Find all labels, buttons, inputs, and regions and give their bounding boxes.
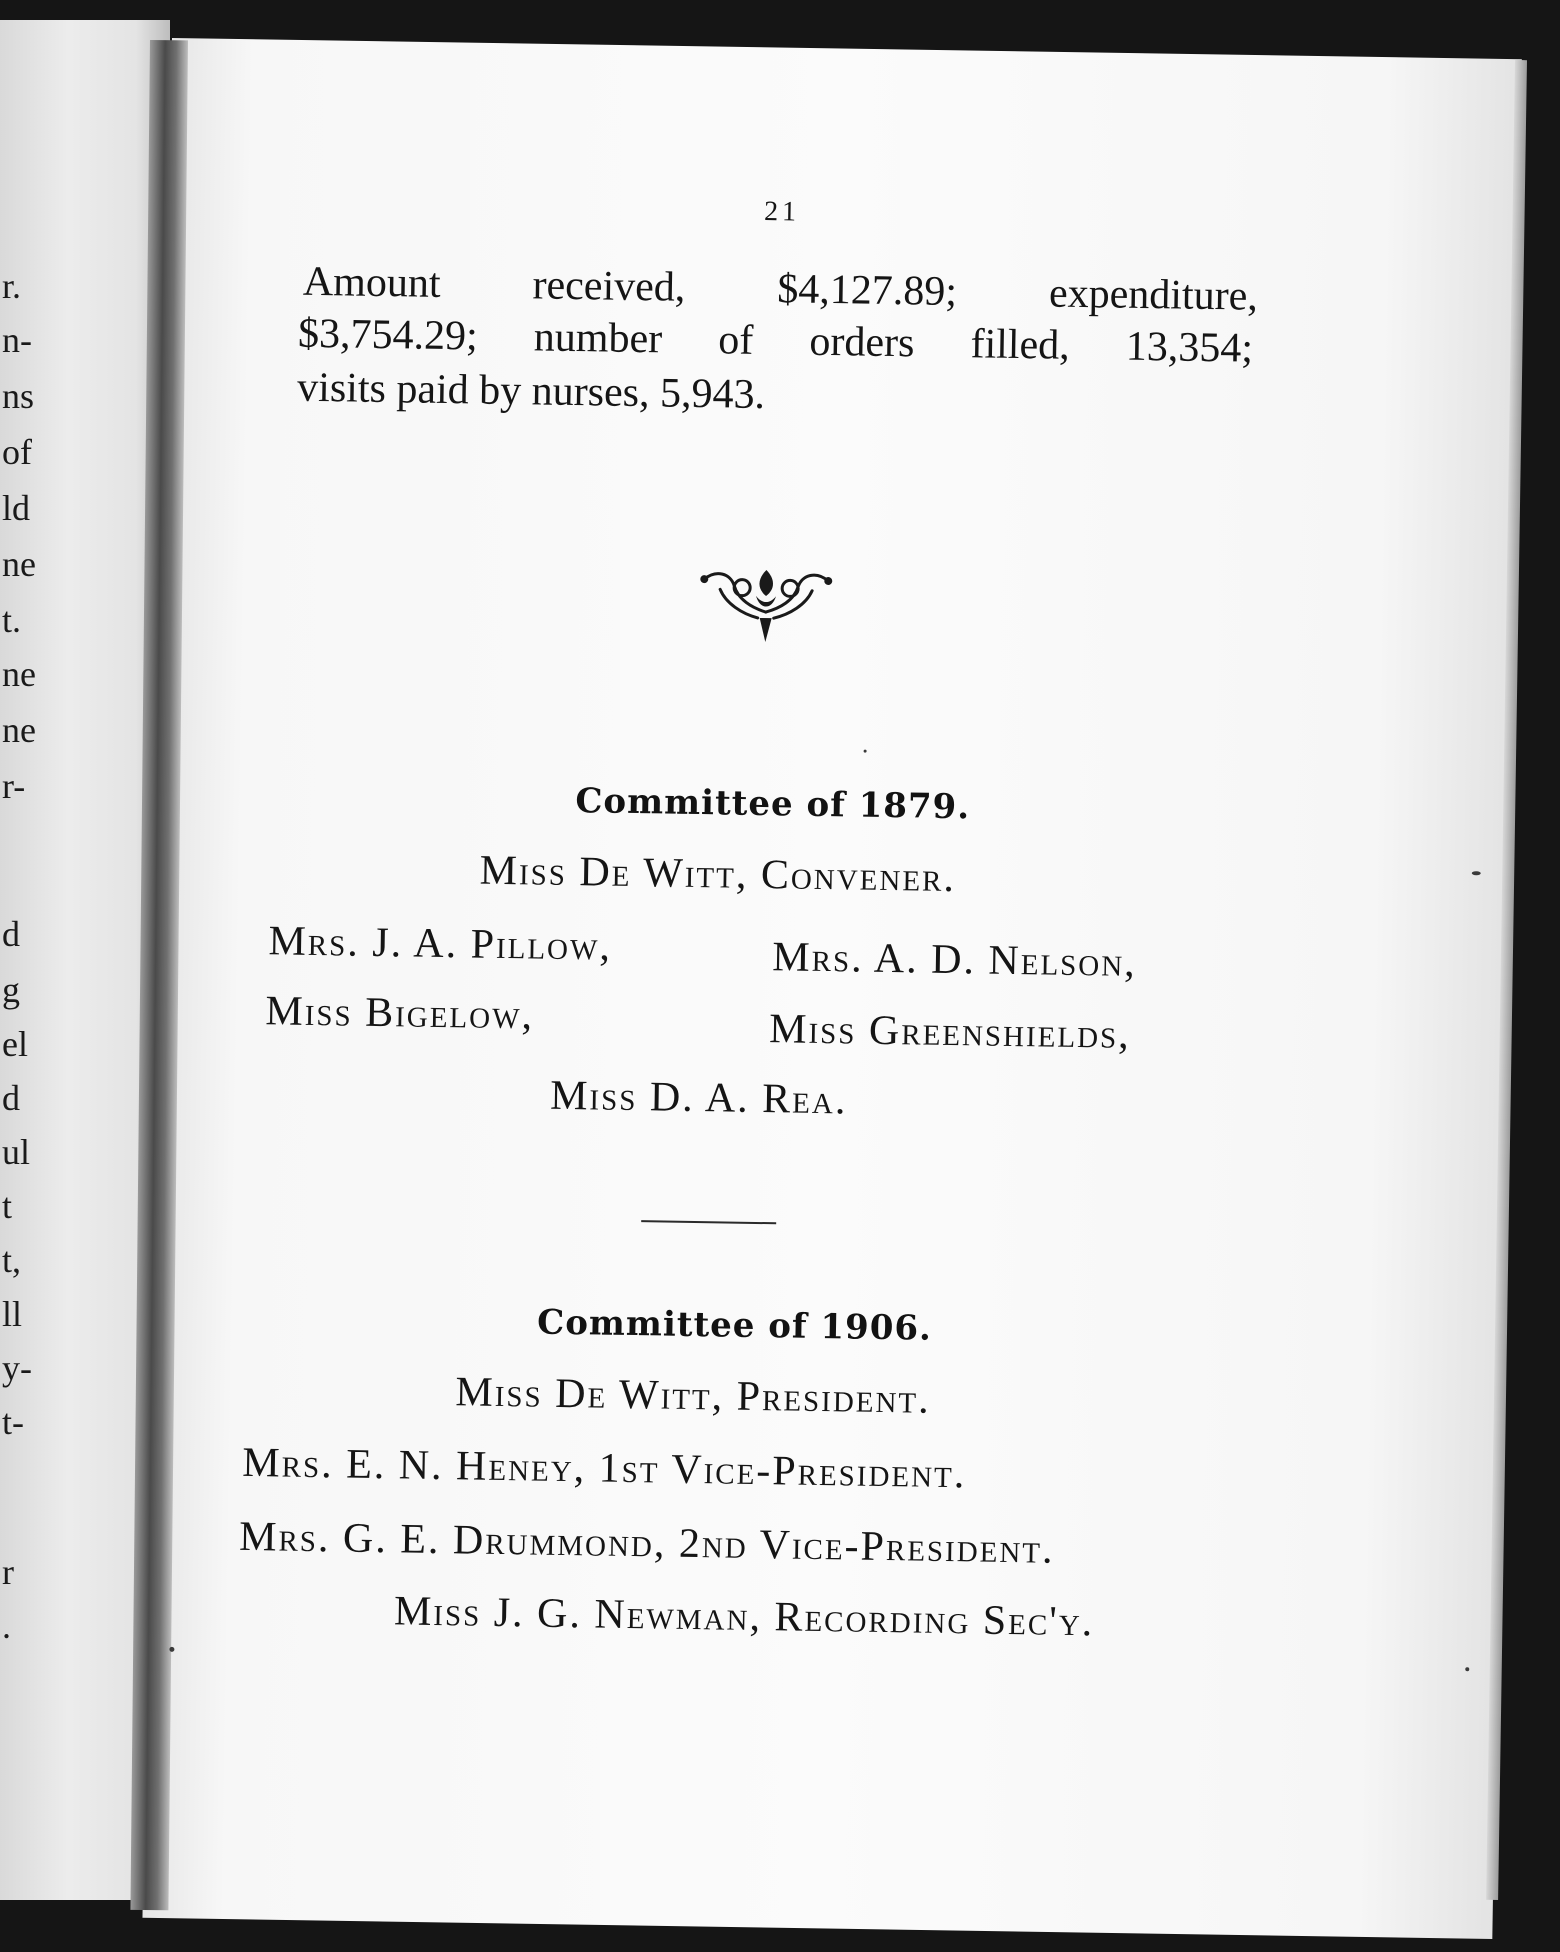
paper-speck bbox=[1465, 1667, 1469, 1671]
paper-speck bbox=[169, 1647, 174, 1652]
committee-1879-member: Mrs. J. A. Pillow, bbox=[268, 918, 613, 970]
left-page-fragment: ns bbox=[2, 376, 35, 416]
left-page-fragment: el bbox=[2, 1024, 28, 1064]
left-page-fragment: g bbox=[2, 970, 20, 1010]
left-page-fragment: ld bbox=[2, 488, 31, 528]
committee-1879-member: Mrs. A. D. Nelson, bbox=[771, 934, 1138, 986]
left-page-fragment: t, bbox=[2, 1240, 22, 1280]
committee-1879-convener: Miss De Witt, Convener. bbox=[479, 847, 957, 902]
left-page-fragment: t- bbox=[2, 1402, 24, 1442]
page-number: 21 bbox=[763, 195, 801, 228]
paragraph-line: Amount received, $4,127.89; expenditure, bbox=[302, 258, 1259, 320]
left-page-fragment: r- bbox=[2, 766, 26, 806]
paper-speck bbox=[864, 750, 867, 753]
committee-1906-vice-president: Mrs. G. E. Drummond, 2nd Vice-President. bbox=[238, 1513, 1055, 1573]
left-page-fragment: of bbox=[2, 432, 32, 472]
left-page-fragment: d bbox=[2, 914, 20, 954]
left-page-fragment: r. bbox=[2, 266, 22, 306]
left-page-fragment: ll bbox=[2, 1294, 23, 1334]
left-page-fragment: d bbox=[2, 1078, 20, 1118]
paragraph-line: visits paid by nurses, 5,943. bbox=[296, 364, 766, 419]
left-page-fragment: n- bbox=[2, 320, 32, 360]
committee-1879-member: Miss D. A. Rea. bbox=[549, 1072, 848, 1124]
committee-1879-member: Miss Bigelow, bbox=[265, 988, 535, 1039]
committee-1906-heading: Committee of 1906. bbox=[536, 1302, 933, 1349]
left-page-fragment: ne bbox=[2, 544, 36, 584]
committee-1879-heading: Committee of 1879. bbox=[575, 781, 971, 828]
left-page-fragment: ne bbox=[2, 710, 36, 750]
paragraph-line: $3,754.29; number of orders filled, 13,354; bbox=[297, 310, 1254, 372]
left-page-fragment: t bbox=[2, 1186, 13, 1226]
left-page-fragment: r bbox=[2, 1552, 14, 1592]
left-page-fragment: . bbox=[2, 1606, 11, 1646]
committee-1906-president: Miss De Witt, President. bbox=[455, 1369, 932, 1423]
left-page-fragment: ul bbox=[2, 1132, 31, 1172]
committee-1906-vice-president: Mrs. E. N. Heney, 1st Vice-President. bbox=[241, 1439, 967, 1498]
left-page-fragment: ne bbox=[2, 654, 36, 694]
committee-1906-recording-secretary: Miss J. G. Newman, Recording Sec'y. bbox=[393, 1588, 1095, 1646]
paper-speck bbox=[1472, 871, 1481, 875]
fleuron-ornament-icon bbox=[695, 559, 836, 651]
left-page-fragment: y- bbox=[2, 1348, 32, 1388]
left-page-fragment: t. bbox=[2, 600, 22, 640]
committee-1879-member: Miss Greenshields, bbox=[768, 1006, 1132, 1058]
section-divider bbox=[641, 1220, 776, 1224]
